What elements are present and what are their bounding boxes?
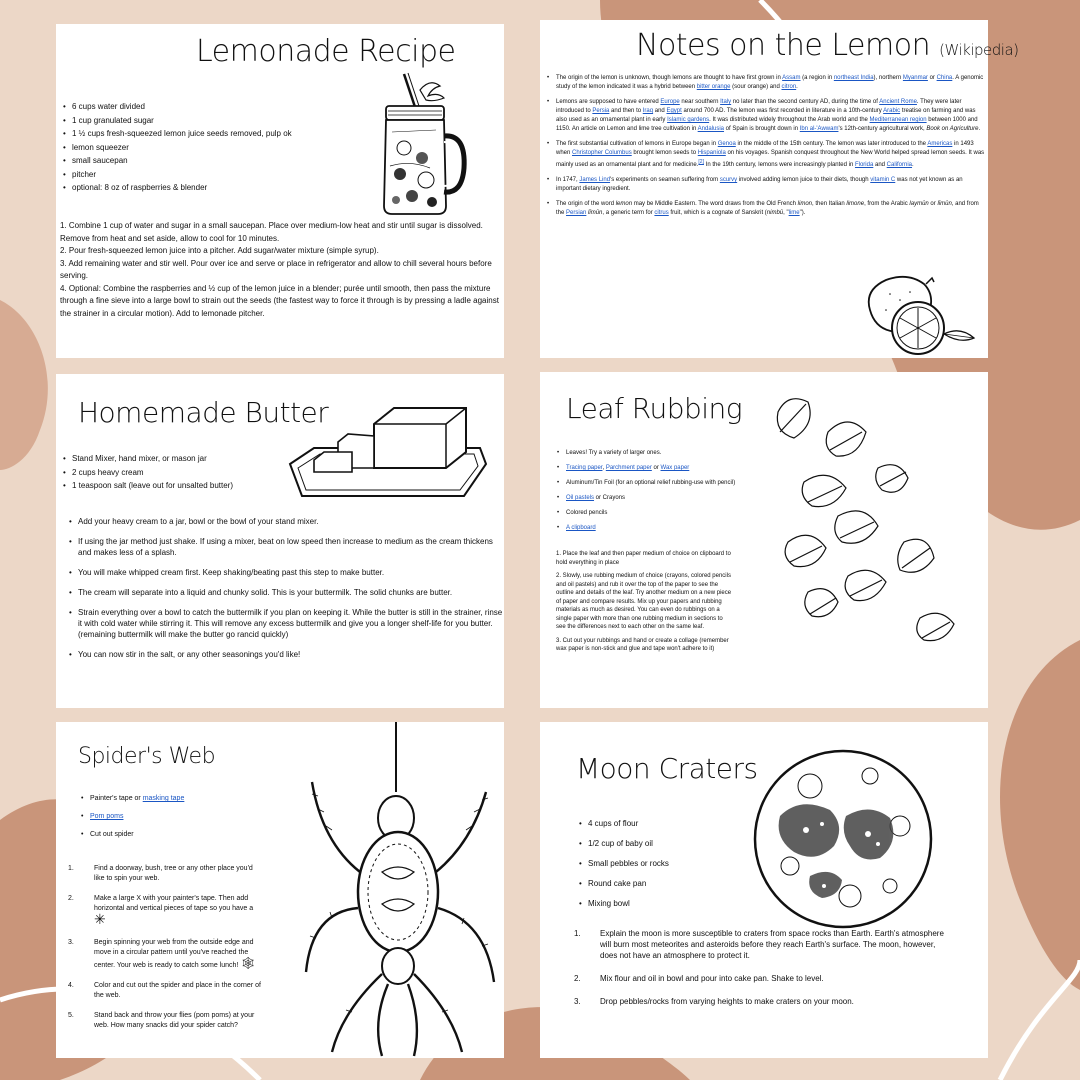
lemonade-step-2: 2. Pour fresh-squeezed lemon juice into a pitcher. Add sugar/water mixture (simple syrup). bbox=[60, 246, 379, 255]
list-item: • If using the jar method just shake. If using a mixer, beat on low speed then increase to medium as the cream thickens and makes less of a splash. bbox=[78, 536, 504, 558]
link-myanmar[interactable]: Myanmar bbox=[902, 75, 928, 81]
link-iraq[interactable]: Iraq bbox=[642, 108, 654, 114]
list-item: • Small pebbles or rocks bbox=[588, 854, 768, 874]
lemon-icon bbox=[856, 270, 978, 356]
lemonade-title: Lemonade Recipe bbox=[196, 34, 456, 69]
card-moon-craters bbox=[540, 722, 988, 1058]
list-item: 4. Color and cut out the spider and place in the corner of the web. bbox=[68, 982, 261, 999]
link-citron[interactable]: citron bbox=[781, 84, 797, 90]
list-item: 3. Begin spinning your web from the outside edge and move in a circular pattern until you've reached the center. Your web is ready to catch some lunch! 🕸 bbox=[68, 939, 256, 970]
spider-steps bbox=[68, 864, 264, 1041]
butter-dish-icon bbox=[284, 404, 494, 500]
link-tracing-paper[interactable]: Tracing paper bbox=[566, 465, 603, 471]
list-item: • The origin of the lemon is unknown, though lemons are thought to have first grown in Assam (a region in northeast India), northern Myanmar or China. A genomic study of the lemon indicated it was a hybrid between bitter orange (sour orange) and citron. bbox=[556, 74, 988, 92]
link-clipboard[interactable]: A clipboard bbox=[566, 525, 596, 531]
link-parchment-paper[interactable]: Parchment paper bbox=[605, 465, 652, 471]
list-item: • 2 cups heavy cream bbox=[72, 466, 302, 480]
card-leaf-rubbing bbox=[540, 372, 988, 708]
list-item: 3. Drop pebbles/rocks from varying heights to make craters on your moon. bbox=[574, 997, 854, 1006]
link-italy[interactable]: Italy bbox=[720, 99, 732, 105]
card-lemon-notes bbox=[540, 20, 1019, 358]
link-ancient-rome[interactable]: Ancient Rome bbox=[879, 99, 917, 105]
list-item: • optional: 8 oz of raspberries & blender bbox=[72, 181, 372, 195]
lemon-notes-list bbox=[546, 74, 988, 224]
link-ibn-al-awwam[interactable]: Ibn al-'Awwam bbox=[799, 126, 839, 132]
list-item: • 1 teaspoon salt (leave out for unsalted butter) bbox=[72, 479, 302, 493]
link-california[interactable]: California bbox=[886, 162, 913, 168]
list-item: • 1 ½ cups fresh-squeezed lemon juice seeds removed, pulp ok bbox=[72, 127, 372, 141]
link-wax-paper[interactable]: Wax paper bbox=[660, 465, 690, 471]
list-item: 1. Explain the moon is more susceptible to craters from space rocks than Earth. Earth's atmosphere will burn most meteorites and asteroids before they reach Earth's surface. The moon, however, does not have an atmosphere to protect it. bbox=[574, 929, 944, 960]
link-islamic-gardens[interactable]: Islamic gardens bbox=[667, 117, 710, 123]
list-item: • lemon squeezer bbox=[72, 141, 372, 155]
link-genoa[interactable]: Genoa bbox=[717, 141, 736, 147]
list-item: • Cut out spider bbox=[90, 826, 290, 844]
link-oil-pastels[interactable]: Oil pastels bbox=[566, 495, 595, 501]
list-item bbox=[566, 521, 766, 536]
link-vitamin-c[interactable]: vitamin C bbox=[870, 177, 896, 183]
link-egypt[interactable]: Egypt bbox=[666, 108, 682, 114]
link-hispaniola[interactable]: Hispaniola bbox=[697, 150, 726, 156]
list-item: • Stand Mixer, hand mixer, or mason jar bbox=[72, 452, 302, 466]
spider-icon bbox=[302, 722, 502, 1058]
spider-web-icon: 🕸 bbox=[240, 956, 256, 970]
link-andalusia[interactable]: Andalusia bbox=[697, 126, 725, 132]
leaf-title: Leaf Rubbing bbox=[566, 392, 743, 425]
list-item: • 1/2 cup of baby oil bbox=[588, 834, 768, 854]
mason-jar-icon bbox=[374, 70, 470, 218]
list-item: • Leaves! Try a variety of larger ones. bbox=[566, 446, 766, 461]
asterisk-web-icon: ✳ bbox=[94, 911, 106, 927]
list-item: • Strain everything over a bowl to catch the buttermilk if you plan on keeping it. While the butter is still in the strainer, rinse it with cold water while stirring it. This will remove any excess buttermilk and give you a longer shelf-life for you butter. (remaining buttermilk will make the butter go rancid quickly) bbox=[78, 607, 504, 640]
link-mediterranean[interactable]: Mediterranean region bbox=[869, 117, 927, 123]
spider-materials bbox=[80, 790, 290, 844]
leaf-steps bbox=[556, 550, 732, 659]
lemonade-step-1: 1. Combine 1 cup of water and sugar in a small saucepan. Place over medium-low heat and stir until sugar is dissolved. Remove from heat and set aside, allow to cool for 10 minutes. bbox=[60, 221, 483, 243]
list-item: • Mixing bowl bbox=[588, 894, 768, 914]
spider-title: Spider's Web bbox=[78, 744, 216, 769]
list-item: 1. Find a doorway, bush, tree or any other place you'd like to spin your web. bbox=[68, 865, 253, 882]
card-spider-web bbox=[56, 722, 504, 1058]
leaf-step-2: 2. Slowly, use rubbing medium of choice (crayons, colored pencils and oil pastels) and rub it over the top of the paper to see the outline and details of the leaf. Try another medium on a new piece of paper and compare results. Mix up your papers and rubbing materials as much as desired. You can even do rubbings on a single paper with more than one rubbing medium in sections to see the differences next to each other on the same leaf. bbox=[556, 573, 732, 630]
link-europe[interactable]: Europe bbox=[660, 99, 680, 105]
link-americas[interactable]: Americas bbox=[927, 141, 953, 147]
link-pom-poms[interactable]: Pom poms bbox=[90, 813, 124, 820]
butter-steps bbox=[68, 516, 504, 669]
list-item: • The origin of the word lemon may be Middle Eastern. The word draws from the Old French limon, then Italian limone, from the Arabic laymūn or līmūn, and from the Persian līmūn, a generic term for citrus fruit, which is a cognate of Sanskrit (nimbū, "lime"). bbox=[556, 200, 988, 218]
list-item: • You can now stir in the salt, or any other seasonings you'd like! bbox=[78, 649, 504, 660]
leaves-icon bbox=[768, 392, 978, 662]
list-item: • Round cake pan bbox=[588, 874, 768, 894]
list-item: • pitcher bbox=[72, 168, 372, 182]
lemon-title-suffix: (Wikipedia) bbox=[939, 41, 1019, 59]
link-columbus[interactable]: Christopher Columbus bbox=[572, 150, 632, 156]
list-item: • Tracing paper, Parchment paper or Wax paper bbox=[566, 461, 766, 476]
list-item: • Colored pencils bbox=[566, 506, 766, 521]
list-item: • In 1747, James Lind's experiments on seamen suffering from scurvy involved adding lemon juice to their diets, though vitamin C was not yet known as an important dietary ingredient. bbox=[556, 176, 988, 194]
link-assam[interactable]: Assam bbox=[782, 75, 801, 81]
moon-icon bbox=[750, 746, 936, 932]
moon-title: Moon Craters bbox=[576, 752, 758, 785]
leaf-step-1: 1. Place the leaf and then paper medium of choice on clipboard to hold everything in place bbox=[556, 551, 731, 566]
list-item bbox=[90, 808, 290, 826]
lemon-title-text: Notes on the Lemon bbox=[636, 28, 931, 63]
link-bitter-orange[interactable]: bitter orange bbox=[696, 84, 731, 90]
lemonade-step-3: 3. Add remaining water and stir well. Pour over ice and serve or place in refrigerator and allow to chill several hours before serving. bbox=[60, 258, 492, 280]
list-item: • 4 cups of flour bbox=[588, 814, 768, 834]
link-lime[interactable]: lime bbox=[788, 210, 800, 216]
list-item: • The first substantial cultivation of lemons in Europe began in Genoa in the middle of the 15th century. The lemon was later introduced to the Americas in 1493 when Christopher Columbus brought lemon seeds to Hispaniola on his voyages. Spanish conquest throughout the New World helped spread lemon seeds. It was mainly used as an ornamental plant and for medicine.[2] In the 19th century, lemons were increasingly planted in Florida and California. bbox=[556, 140, 988, 170]
link-northeast-india[interactable]: northeast India bbox=[833, 75, 874, 81]
lemonade-step-4: 4. Optional: Combine the raspberries and ½ cup of the lemon juice in a blender; purée until smooth, then pass the mixture through a fine sieve into a large bowl to strain out the seeds (the fastest way to force it through is by pressing a ladle against the strainer in a circular motion). Add to lemonade pitcher. bbox=[60, 283, 499, 318]
link-florida[interactable]: Florida bbox=[854, 162, 874, 168]
link-china[interactable]: China bbox=[936, 75, 953, 81]
list-item: • 6 cups water divided bbox=[72, 100, 372, 114]
leaf-step-3: 3. Cut out your rubbings and hand or create a collage (remember wax paper is non-stick and glue and tape won't adhere to it) bbox=[556, 637, 729, 652]
moon-steps bbox=[574, 928, 944, 1019]
list-item: • Aluminum/Tin Foil (for an optional relief rubbing-use with pencil) bbox=[566, 476, 766, 491]
link-james-lind[interactable]: James Lind bbox=[579, 177, 611, 183]
link-persian[interactable]: Persian bbox=[566, 210, 587, 216]
list-item: • Add your heavy cream to a jar, bowl or the bowl of your stand mixer. bbox=[78, 516, 504, 527]
lemonade-ingredients bbox=[62, 100, 372, 195]
link-persia[interactable]: Persia bbox=[592, 108, 610, 114]
citation-link[interactable]: [2] bbox=[698, 159, 704, 165]
list-item: • Painter's tape or masking tape bbox=[90, 790, 290, 808]
link-scurvy[interactable]: scurvy bbox=[719, 177, 738, 183]
lemonade-steps bbox=[60, 220, 500, 320]
list-item: 2. Make a large X with your painter's tape. Then add horizontal and vertical pieces of tape so you have a ✳ bbox=[68, 895, 254, 927]
link-arabic[interactable]: Arabic bbox=[883, 108, 901, 114]
link-masking-tape[interactable]: masking tape bbox=[142, 795, 185, 802]
link-citrus[interactable]: citrus bbox=[654, 210, 669, 216]
list-item: • The cream will separate into a liquid and chunky solid. This is your buttermilk. The solid chunks are butter. bbox=[78, 587, 504, 598]
leaf-materials bbox=[556, 446, 766, 536]
butter-ingredients bbox=[62, 452, 302, 493]
lemon-title bbox=[636, 28, 1019, 63]
list-item: • You will make whipped cream first. Keep shaking/beating past this step to make butter. bbox=[78, 567, 504, 578]
card-butter bbox=[56, 374, 504, 708]
list-item: • 1 cup granulated sugar bbox=[72, 114, 372, 128]
butter-title: Homemade Butter bbox=[78, 396, 329, 429]
list-item: • Oil pastels or Crayons bbox=[566, 491, 766, 506]
list-item: • small saucepan bbox=[72, 154, 372, 168]
moon-ingredients bbox=[578, 814, 768, 914]
list-item: 5. Stand back and throw your flies (pom poms) at your web. How many snacks did your spider catch? bbox=[68, 1012, 255, 1029]
list-item: • Lemons are supposed to have entered Europe near southern Italy no later than the second century AD, during the time of Ancient Rome. They were later introduced to Persia and then to Iraq and Egypt around 700 AD. The lemon was first recorded in literature in a 10th-century Arabic treatise on farming and was also used as an ornamental plant in early Islamic gardens. It was distributed widely throughout the Arab world and the Mediterranean region between 1000 and 1150. An article on Lemon and lime tree cultivation in Andalusia of Spain is brought down in Ibn al-'Awwam's 12th-century agricultural work, Book on Agriculture. bbox=[556, 98, 988, 134]
list-item: 2. Mix flour and oil in bowl and pour into cake pan. Shake to level. bbox=[574, 974, 824, 983]
card-lemonade bbox=[56, 24, 504, 358]
